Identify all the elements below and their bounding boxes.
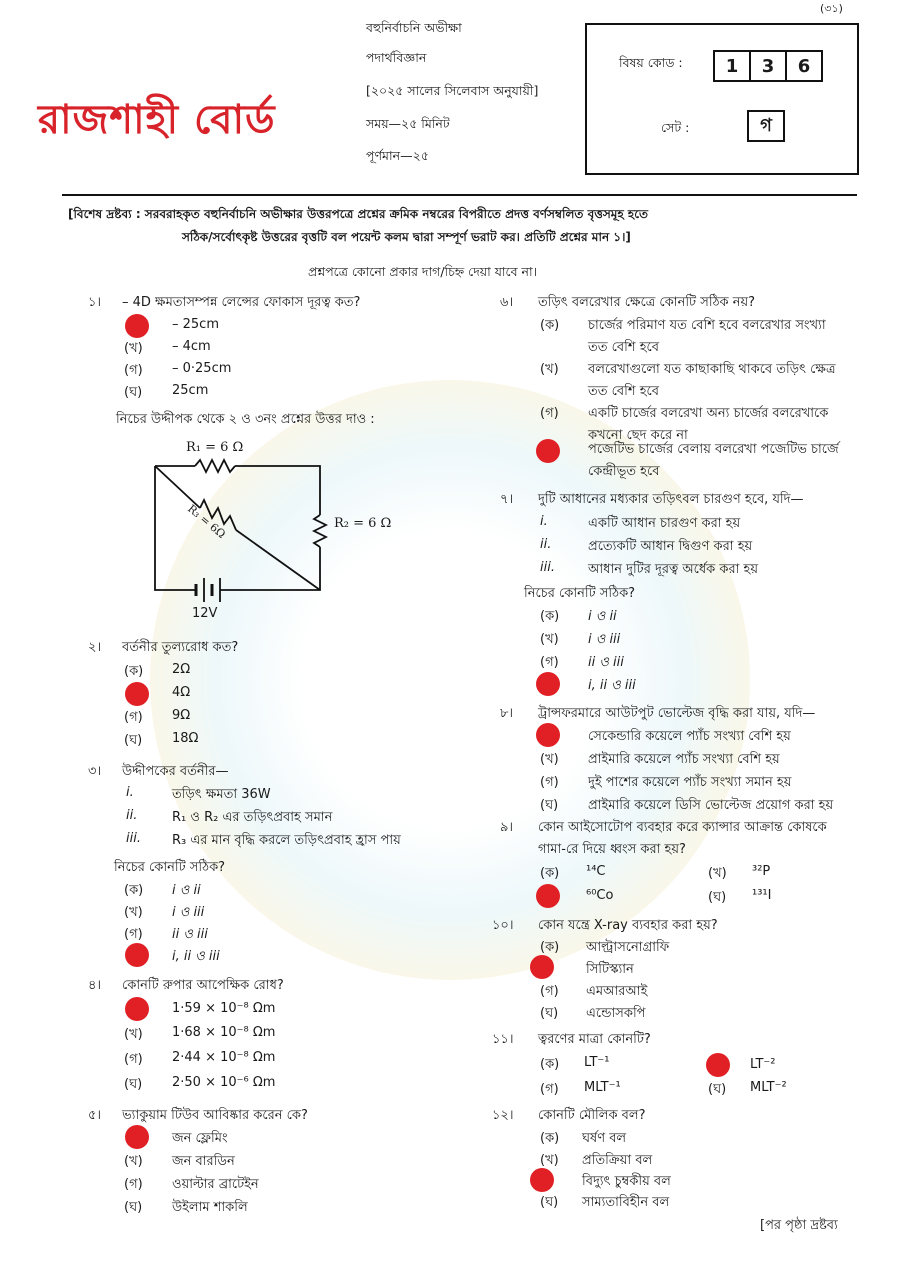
option-label: (ঘ) bbox=[124, 385, 143, 400]
question-text: বর্তনীর তুল্যরোধ কত? bbox=[122, 640, 239, 655]
time-limit: সময়—২৫ মিনিট bbox=[366, 116, 450, 131]
question-text: কোন আইসোটোপ ব্যবহার করে ক্যান্সার আক্রান্ত কোষকে bbox=[538, 820, 827, 835]
answer-mark bbox=[125, 943, 149, 967]
question-ask: নিচের কোনটি সঠিক? bbox=[114, 860, 226, 875]
statement-roman: i. bbox=[126, 785, 134, 800]
option-label: (ঘ) bbox=[540, 1006, 559, 1021]
circuit-label-r3: R₃ = 6Ω bbox=[185, 502, 228, 541]
subject-code bbox=[713, 50, 823, 82]
question-text: উদ্দীপকের বর্তনীর— bbox=[122, 764, 229, 779]
option-4: 2·50 × 10⁻⁶ Ωm bbox=[172, 1075, 276, 1090]
option-label: (গ) bbox=[124, 363, 143, 378]
option-2-cont: তত বেশি হবে bbox=[588, 384, 659, 399]
subject: পদার্থবিজ্ঞান bbox=[366, 50, 427, 65]
question-number: ১২। bbox=[492, 1108, 514, 1123]
statement-roman: ii. bbox=[540, 537, 552, 552]
option-4: i, ii ও iii bbox=[588, 678, 636, 693]
option-label: (খ) bbox=[540, 632, 559, 647]
option-label: (খ) bbox=[124, 905, 143, 920]
notice-line-2: সঠিক/সর্বোৎকৃষ্ট উত্তরের বৃত্তটি বল পয়েন্ট কলম দ্বারা সম্পূর্ণ ভরাট কর। প্রতিটি প্রশ্নের মান ১।] bbox=[182, 230, 631, 244]
option-label: (ঘ) bbox=[124, 1200, 143, 1215]
option-4: সাম্যতাবিহীন বল bbox=[582, 1195, 670, 1210]
option-label: (গ) bbox=[124, 1177, 143, 1192]
question-number: ৩। bbox=[88, 764, 102, 779]
option-label: (ঘ) bbox=[124, 733, 143, 748]
next-page-note: [পর পৃষ্ঠা দ্রষ্টব্য bbox=[760, 1218, 838, 1233]
page-corner-number: (৩১) bbox=[820, 2, 843, 15]
exam-type: বহুনির্বাচনি অভীক্ষা bbox=[366, 20, 462, 35]
option-label: (গ) bbox=[124, 710, 143, 725]
statement-3: আধান দুটির দূরত্ব অর্ধেক করা হয় bbox=[588, 562, 759, 577]
option-1: ঘর্ষণ বল bbox=[582, 1131, 627, 1146]
option-label: (খ) bbox=[124, 1154, 143, 1169]
question-number: ৬। bbox=[500, 295, 514, 310]
option-2: জন বারডিন bbox=[172, 1154, 235, 1169]
option-3: 9Ω bbox=[172, 708, 191, 723]
statement-roman: i. bbox=[540, 514, 548, 529]
option-4: 25cm bbox=[172, 383, 209, 398]
option-1: চার্জের পরিমাণ যত বেশি হবে বলরেখার সংখ্যা bbox=[588, 318, 826, 333]
set-value: গ bbox=[747, 110, 785, 142]
question-number: ১। bbox=[88, 295, 102, 310]
option-1: 1·59 × 10⁻⁸ Ωm bbox=[172, 1001, 276, 1016]
question-number: ৯। bbox=[500, 820, 514, 835]
circuit-label-battery: 12V bbox=[192, 606, 218, 621]
option-1: ¹⁴C bbox=[586, 864, 606, 879]
option-label: (ক) bbox=[540, 609, 560, 624]
option-label: (ঘ) bbox=[708, 890, 727, 905]
option-label: (ক) bbox=[540, 318, 560, 333]
notice-line-1: [বিশেষ দ্রষ্টব্য : সরবরাহকৃত বহুনির্বাচনি অভীক্ষার উত্তরপত্রে প্রশ্নের ক্রমিক নম্বরের বিপরীতে প্রদত্ত বর্ণসম্বলিত বৃত্তসমূহ হতে bbox=[68, 207, 649, 221]
answer-mark bbox=[706, 1053, 730, 1077]
option-label: (গ) bbox=[540, 1082, 559, 1097]
subject-code-label: বিষয় কোড : bbox=[619, 55, 683, 70]
question-number: ১০। bbox=[492, 918, 514, 933]
option-3: দুই পাশের কয়েলে প্যাঁচ সংখ্যা সমান হয় bbox=[588, 775, 792, 790]
circuit-label-r2: R₂ = 6 Ω bbox=[334, 516, 392, 531]
answer-mark bbox=[125, 314, 149, 338]
option-4: 18Ω bbox=[172, 731, 199, 746]
option-label: (ক) bbox=[124, 883, 144, 898]
option-label: (ক) bbox=[540, 866, 560, 881]
statement-roman: iii. bbox=[540, 560, 555, 575]
warning-line: প্রশ্নপত্রে কোনো প্রকার দাগ/চিহ্ন দেয়া যাবে না। bbox=[308, 264, 538, 279]
option-4: MLT⁻² bbox=[750, 1080, 787, 1095]
question-text: – 4D ক্ষমতাসম্পন্ন লেন্সের ফোকাস দূরত্ব কত? bbox=[122, 295, 361, 310]
option-3: একটি চার্জের বলরেখা অন্য চার্জের বলরেখাকে bbox=[588, 406, 829, 421]
code-digit: 1 bbox=[713, 50, 751, 82]
option-3: ⁶⁰Co bbox=[586, 888, 614, 903]
answer-mark bbox=[536, 884, 560, 908]
code-digit: 3 bbox=[749, 50, 787, 82]
option-4: পজেটিভ চার্জের বেলায় বলরেখা পজেটিভ চার্জে bbox=[588, 442, 839, 457]
question-number: ৮। bbox=[500, 706, 514, 721]
option-label: (ক) bbox=[540, 1057, 560, 1072]
answer-mark bbox=[536, 439, 560, 463]
option-2: 1·68 × 10⁻⁸ Ωm bbox=[172, 1025, 276, 1040]
option-1: জন ফ্লেমিং bbox=[172, 1131, 228, 1146]
code-digit: 6 bbox=[785, 50, 823, 82]
question-text: ভ্যাকুয়াম টিউব আবিষ্কার করেন কে? bbox=[122, 1108, 308, 1123]
option-2: প্রাইমারি কয়েলে প্যাঁচ সংখ্যা বেশি হয় bbox=[588, 752, 780, 767]
stimulus-instruction: নিচের উদ্দীপক থেকে ২ ও ৩নং প্রশ্নের উত্তর দাও : bbox=[116, 412, 375, 427]
question-number: ২। bbox=[88, 640, 102, 655]
option-3: এমআরআই bbox=[586, 984, 648, 999]
question-number: ১১। bbox=[492, 1032, 514, 1047]
option-label: (গ) bbox=[124, 1052, 143, 1067]
question-number: ৪। bbox=[88, 978, 102, 993]
option-1: সেকেন্ডারি কয়েলে প্যাঁচ সংখ্যা বেশি হয় bbox=[588, 729, 791, 744]
option-label: (খ) bbox=[708, 866, 727, 881]
syllabus-note: [২০২৫ সালের সিলেবাস অনুযায়ী] bbox=[366, 83, 539, 98]
option-2: i ও iii bbox=[588, 632, 621, 647]
statement-2: R₁ ও R₂ এর তড়িৎপ্রবাহ সমান bbox=[172, 810, 333, 825]
statement-3: R₃ এর মান বৃদ্ধি করলে তড়িৎপ্রবাহ হ্রাস পায় bbox=[172, 833, 401, 848]
answer-mark bbox=[536, 672, 560, 696]
option-label: (খ) bbox=[540, 1153, 559, 1168]
option-4: উইলাম শাকলি bbox=[172, 1200, 248, 1215]
option-4: ¹³¹I bbox=[752, 888, 772, 903]
option-2: প্রতিক্রিয়া বল bbox=[582, 1153, 653, 1168]
question-number: ৫। bbox=[88, 1108, 102, 1123]
option-4-cont: কেন্দ্রীভূত হবে bbox=[588, 464, 660, 479]
option-label: (গ) bbox=[124, 927, 143, 942]
answer-mark bbox=[530, 955, 554, 979]
statement-1: একটি আধান চারগুণ করা হয় bbox=[588, 516, 741, 531]
option-2: ³²P bbox=[752, 864, 771, 879]
option-label: (ঘ) bbox=[540, 798, 559, 813]
answer-mark bbox=[536, 723, 560, 747]
statement-2: প্রত্যেকটি আধান দ্বিগুণ করা হয় bbox=[588, 539, 753, 554]
set-label: সেট : bbox=[661, 120, 690, 135]
option-1: – 25cm bbox=[172, 317, 219, 332]
question-text: ত্বরণের মাত্রা কোনটি? bbox=[538, 1032, 651, 1047]
question-text: ট্রান্সফরমারে আউটপুট ভোল্টেজ বৃদ্ধি করা যায়, যদি— bbox=[538, 706, 816, 721]
option-label: (খ) bbox=[540, 752, 559, 767]
header-rule bbox=[62, 194, 857, 196]
statement-1: তড়িৎ ক্ষমতা 36W bbox=[172, 787, 271, 802]
option-2: বলরেখাগুলো যত কাছাকাছি থাকবে তড়িৎ ক্ষেত্র bbox=[588, 362, 836, 377]
option-label: (গ) bbox=[540, 984, 559, 999]
statement-roman: ii. bbox=[126, 808, 138, 823]
option-label: (খ) bbox=[540, 362, 559, 377]
option-2: 4Ω bbox=[172, 685, 191, 700]
option-1: i ও ii bbox=[172, 883, 201, 898]
answer-mark bbox=[125, 1125, 149, 1149]
option-1: LT⁻¹ bbox=[584, 1055, 610, 1070]
question-number: ৭। bbox=[500, 492, 514, 507]
option-3: ওয়াল্টার ব্রাটেইন bbox=[172, 1177, 259, 1192]
option-label: (খ) bbox=[124, 341, 143, 356]
option-4: i, ii ও iii bbox=[172, 949, 220, 964]
full-marks: পূর্ণমান—২৫ bbox=[366, 148, 429, 163]
option-label: (ক) bbox=[540, 1131, 560, 1146]
option-label: (ঘ) bbox=[124, 1077, 143, 1092]
option-3: MLT⁻¹ bbox=[584, 1080, 621, 1095]
question-text: কোনটি রুপার আপেক্ষিক রোধ? bbox=[122, 978, 284, 993]
option-2: – 4cm bbox=[172, 339, 211, 354]
option-label: (গ) bbox=[540, 775, 559, 790]
option-3: ii ও iii bbox=[172, 927, 208, 942]
option-label: (খ) bbox=[124, 1027, 143, 1042]
option-1: 2Ω bbox=[172, 662, 191, 677]
question-text: কোনটি মৌলিক বল? bbox=[538, 1108, 646, 1123]
question-text: কোন যন্ত্রে X-ray ব্যবহার করা হয়? bbox=[538, 918, 718, 933]
option-4: এন্ডোসকপি bbox=[586, 1006, 646, 1021]
option-4: প্রাইমারি কয়েলে ডিসি ভোল্টেজ প্রয়োগ করা হয় bbox=[588, 798, 834, 813]
option-label: (গ) bbox=[540, 406, 559, 421]
option-3: 2·44 × 10⁻⁸ Ωm bbox=[172, 1050, 276, 1065]
option-3: ii ও iii bbox=[588, 655, 624, 670]
answer-mark bbox=[530, 1168, 554, 1192]
statement-roman: iii. bbox=[126, 831, 141, 846]
question-text: তড়িৎ বলরেখার ক্ষেত্রে কোনটি সঠিক নয়? bbox=[538, 295, 756, 310]
answer-mark bbox=[125, 682, 149, 706]
option-2: সিটিস্ক্যান bbox=[586, 962, 634, 977]
option-label: (গ) bbox=[540, 655, 559, 670]
option-label: (ঘ) bbox=[540, 1195, 559, 1210]
option-3-cont: কখনো ছেদ করে না bbox=[588, 428, 688, 443]
board-title: রাজশাহী বোর্ড bbox=[38, 97, 276, 143]
question-ask: নিচের কোনটি সঠিক? bbox=[524, 586, 636, 601]
question-text-cont: গামা-রে দিয়ে ধ্বংস করা হয়? bbox=[538, 842, 686, 857]
option-3: বিদ্যুৎ চুম্বকীয় বল bbox=[582, 1174, 671, 1189]
option-1: i ও ii bbox=[588, 609, 617, 624]
circuit-label-r1: R₁ = 6 Ω bbox=[186, 440, 244, 455]
option-label: (ক) bbox=[124, 664, 144, 679]
answer-mark bbox=[125, 997, 149, 1021]
question-text: দুটি আধানের মধ্যকার তড়িৎবল চারগুণ হবে, যদি— bbox=[538, 492, 804, 507]
option-2: LT⁻² bbox=[750, 1057, 776, 1072]
option-3: – 0·25cm bbox=[172, 361, 232, 376]
option-1-cont: তত বেশি হবে bbox=[588, 340, 659, 355]
option-2: i ও iii bbox=[172, 905, 205, 920]
option-label: (ক) bbox=[540, 940, 560, 955]
option-label: (ঘ) bbox=[708, 1082, 727, 1097]
option-1: আল্ট্রাসনোগ্রাফি bbox=[586, 940, 670, 955]
code-box bbox=[585, 23, 859, 175]
